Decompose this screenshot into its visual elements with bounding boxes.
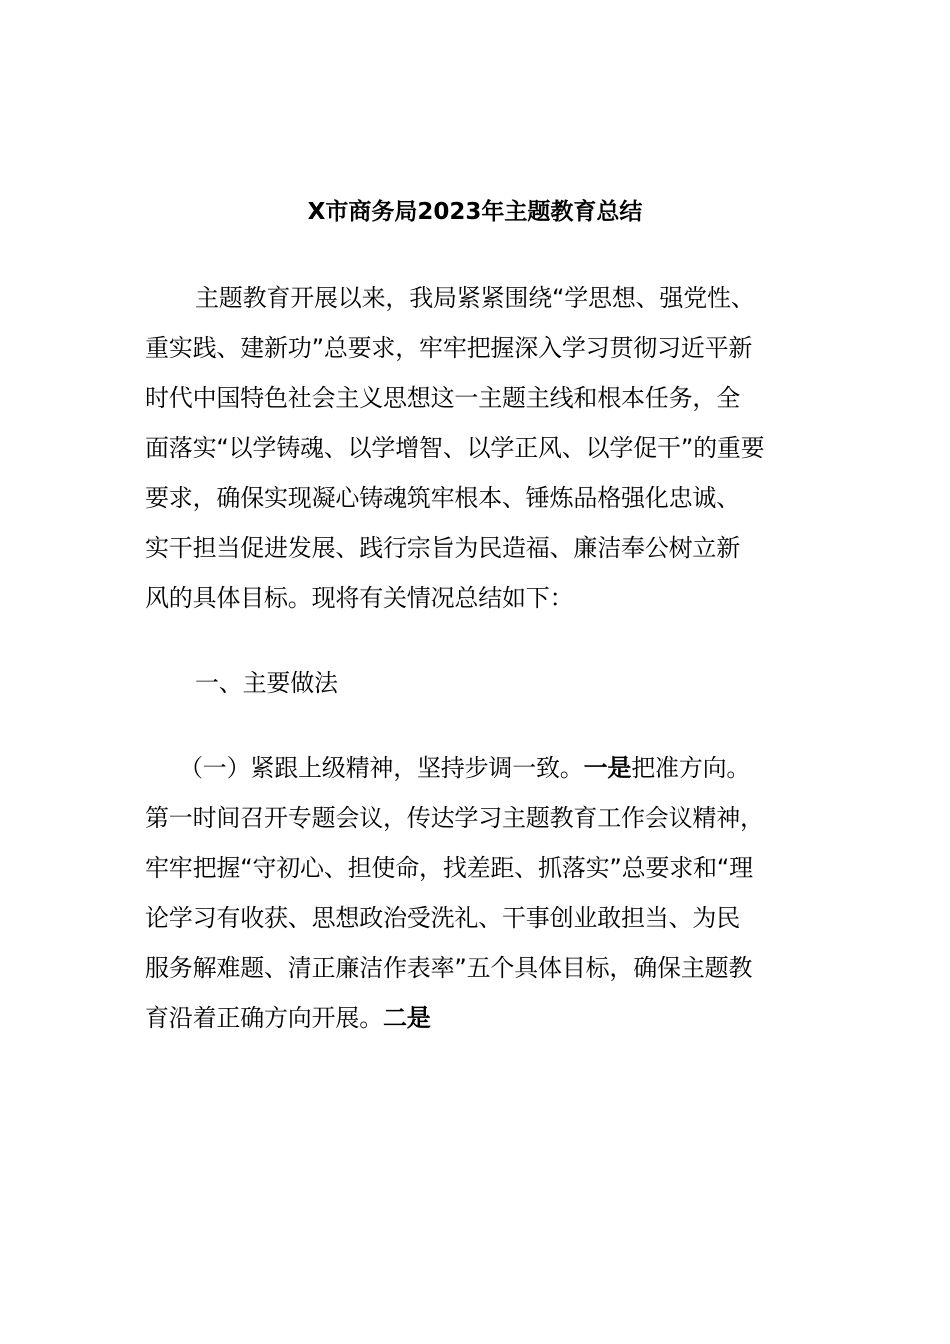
subsection-heading: （一）紧跟上级精神，坚持步调一致。 xyxy=(179,754,584,782)
paragraph-text: 把准方向。 xyxy=(631,754,751,782)
paragraph-line: 风的具体目标。现将有关情况总结如下： xyxy=(145,584,574,612)
paragraph-line: 牢牢把握“守初心、担使命，找差距、抓落实”总要求和“理 xyxy=(145,854,753,882)
bold-marker: 二是 xyxy=(383,1004,431,1032)
paragraph-line: 时代中国特色社会主义思想这一主题主线和根本任务，全 xyxy=(145,384,740,412)
paragraph-text: 育沿着正确方向开展。 xyxy=(145,1004,383,1032)
paragraph-line: 实干担当促进发展、践行宗旨为民造福、廉洁奉公树立新 xyxy=(145,534,740,562)
paragraph-line: 要求，确保实现凝心铸魂筑牢根本、锤炼品格强化忠诚、 xyxy=(145,484,740,512)
bold-marker: 一是 xyxy=(583,754,632,782)
section-heading: 一、主要做法 xyxy=(195,669,338,697)
paragraph-line: 论学习有收获、思想政治受洗礼、干事创业敢担当、为民 xyxy=(145,904,740,932)
paragraph-line xyxy=(145,743,825,793)
paragraph-line: 服务解难题、清正廉洁作表率”五个具体目标，确保主题教 xyxy=(145,954,753,982)
paragraph-line xyxy=(145,993,825,1043)
document-title: X市商务局2023年主题教育总结 xyxy=(307,199,643,225)
paragraph-line: 重实践、建新功”总要求，牢牢把握深入学习贯彻习近平新 xyxy=(145,334,753,362)
paragraph-line: 面落实“以学铸魂、以学增智、以学正风、以学促干”的重要 xyxy=(145,434,765,462)
intro-paragraph xyxy=(145,273,825,623)
subsection-paragraph xyxy=(145,743,825,1043)
paragraph-line: 第一时间召开专题会议，传达学习主题教育工作会议精神， xyxy=(145,804,764,832)
paragraph-line: 主题教育开展以来，我局紧紧围绕“学思想、强党性、 xyxy=(195,284,755,312)
